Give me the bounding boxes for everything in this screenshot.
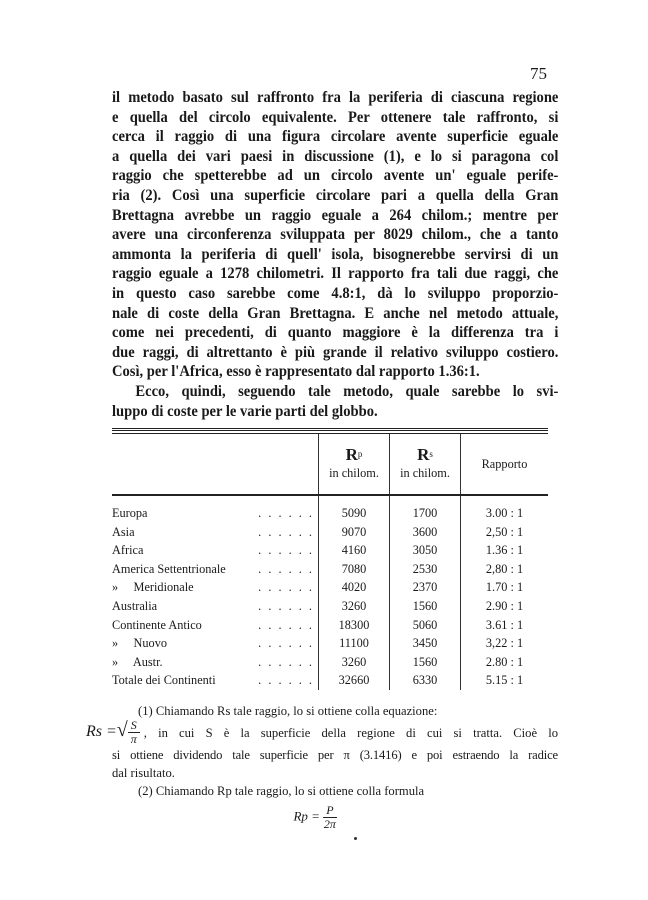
footnotes: (1) Chiamando Rs tale raggio, lo si ottiene colla equazione: Rs =√ $\frac{S}{\pi}$ , in cui S è la superficie della regione di cui si tratta. Cioè lo si ottiene dividendo tale superficie per π (3.1416) e poi estraendo la radice dal risultato. (2) Chiamando Rp tale raggio, lo si ottiene colla formula <box>86 703 558 798</box>
text-line: ammonta la periferia di quell' isola, bisognerebbe servirsi di un <box>112 244 559 263</box>
header-rs: $R^s$ in chilom. <box>390 434 461 495</box>
table-row <box>112 495 548 523</box>
rp-value: 11100 <box>319 634 390 653</box>
page-content <box>86 88 559 840</box>
equation-rp: Rp = $\frac{P}{2\pi}$ <box>293 802 336 831</box>
text-line: raggio eguale a 1278 chilometri. Il rapporto fra tali due raggi, che <box>112 264 559 283</box>
region-name: America Settentrionale <box>112 561 226 576</box>
text-line: Così, per l'Africa, esso è rappresentato dal rapporto 1.36:1. <box>112 362 480 381</box>
rp-value: 3260 <box>319 653 390 672</box>
rp-value: 9070 <box>319 523 390 542</box>
region-name: Europa <box>112 506 148 520</box>
header-region <box>112 434 319 495</box>
text-line: il metodo basato sul raffronto fra la periferia di ciascuna regione <box>112 88 559 106</box>
leader-dots: . . . . . . <box>258 524 314 539</box>
leader-dots: . . . . . . <box>258 636 314 651</box>
rp-value: 32660 <box>319 671 390 690</box>
ratio-value: 3,22 : 1 <box>461 634 549 653</box>
table-row <box>112 541 548 560</box>
paragraph-2 <box>112 382 558 421</box>
footnote-1-equation-line: Rs =√ $\frac{S}{\pi}$ , in cui S è la superficie della regione di cui si tratta. Cioè lo <box>86 718 558 747</box>
coast-development-table <box>112 434 548 690</box>
table-row <box>112 653 548 672</box>
leader-dots: . . . . . . <box>258 617 314 632</box>
rp-value: 5090 <box>319 495 390 523</box>
ratio-value: 3.61 : 1 <box>461 616 549 635</box>
rs-value: 1700 <box>390 495 461 523</box>
text-line: avere una circonferenza sviluppata per 8029 chilom., che a tanto <box>112 225 559 244</box>
rp-value: 3260 <box>319 597 390 616</box>
rs-value: 1560 <box>390 653 461 672</box>
table-row <box>112 597 548 616</box>
table-row <box>112 616 548 635</box>
footnote-1: (1) Chiamando Rs tale raggio, lo si ottiene colla equazione: <box>138 703 438 718</box>
table-row <box>112 523 548 542</box>
region-name: Africa <box>112 543 144 558</box>
text-line: Ecco, quindi, seguendo tale metodo, quale sarebbe lo svi- <box>135 381 559 400</box>
leader-dots: . . . . . . <box>258 580 314 595</box>
text-line: e quella del circolo equivalente. Per ottenere tale raffronto, si <box>112 107 559 126</box>
ratio-value: 2,50 : 1 <box>461 523 549 542</box>
rs-value: 3450 <box>390 634 461 653</box>
text-line: a quella dei vari paesi in discussione (1), e lo si paragona col <box>112 146 559 165</box>
text-line: ria (2). Così una superficie circolare pari a quella della Gran <box>112 185 559 204</box>
ratio-value: 1.36 : 1 <box>461 541 549 560</box>
table-row <box>112 634 548 653</box>
paragraph-1 <box>112 88 558 382</box>
text-line: nale di coste della Gran Brettagna. E anche nel metodo attuale, <box>112 303 559 322</box>
region-name: Asia <box>112 524 135 539</box>
region-name: » Nuovo <box>112 636 167 651</box>
ratio-value: 2,80 : 1 <box>461 560 549 579</box>
print-mark <box>354 837 357 840</box>
text-line: raggio che spetterebbe ad un circolo avente un' eguale perife- <box>112 166 559 185</box>
rs-value: 6330 <box>390 671 461 690</box>
table-row <box>112 560 548 579</box>
text-line: in questo caso sarebbe come 4.8:1, dà lo sviluppo proporzio- <box>112 283 559 302</box>
leader-dots: . . . . . . <box>258 561 314 576</box>
region-name: » Meridionale <box>112 580 194 595</box>
leader-dots: . . . . . . <box>258 506 314 520</box>
ratio-value: 5.15 : 1 <box>461 671 549 690</box>
leader-dots: . . . . . . <box>258 673 314 688</box>
leader-dots: . . . . . . <box>258 543 314 558</box>
text-line: come nei precedenti, di quanto maggiore è la differenza tra i <box>112 323 559 342</box>
region-name: Australia <box>112 598 158 613</box>
header-ratio: Rapporto <box>461 434 549 495</box>
table-row <box>112 578 548 597</box>
region-name: Continente Antico <box>112 617 202 632</box>
equation-rs: Rs =√ $\frac{S}{\pi}$ <box>86 719 140 746</box>
text-line: cerca il raggio di una figura circolare avente superficie eguale <box>112 127 559 146</box>
rs-value: 3050 <box>390 541 461 560</box>
text-line: due raggi, di altrettanto è più grande il relativo sviluppo costiero. <box>112 342 559 361</box>
rs-value: 3600 <box>390 523 461 542</box>
rp-value: 4020 <box>319 578 390 597</box>
text-line: Brettagna avrebbe un raggio eguale a 264 chilom.; mentre per <box>112 205 559 224</box>
region-name: Totale dei Continenti <box>112 673 216 688</box>
ratio-value: 2.90 : 1 <box>461 597 549 616</box>
rp-value: 4160 <box>319 541 390 560</box>
body-text <box>112 88 558 421</box>
header-rp: $R^p$ in chilom. <box>319 434 390 495</box>
rp-value: 7080 <box>319 560 390 579</box>
ratio-value: 1.70 : 1 <box>461 578 549 597</box>
footnote-2: (2) Chiamando Rp tale raggio, lo si ottiene colla formula <box>138 783 425 798</box>
text-line: luppo di coste per le varie parti del globbo. <box>112 401 378 420</box>
ratio-value: 2.80 : 1 <box>461 653 549 672</box>
leader-dots: . . . . . . <box>258 654 314 669</box>
table-header-row <box>112 434 548 495</box>
region-name: » Austr. <box>112 654 163 669</box>
rs-value: 1560 <box>390 597 461 616</box>
table-row <box>112 671 548 690</box>
leader-dots: . . . . . . <box>258 598 314 613</box>
ratio-value: 3.00 : 1 <box>461 495 549 523</box>
page-number: 75 <box>530 64 547 83</box>
rp-value: 18300 <box>319 616 390 635</box>
rs-value: 2530 <box>390 560 461 579</box>
rs-value: 2370 <box>390 578 461 597</box>
rs-value: 5060 <box>390 616 461 635</box>
